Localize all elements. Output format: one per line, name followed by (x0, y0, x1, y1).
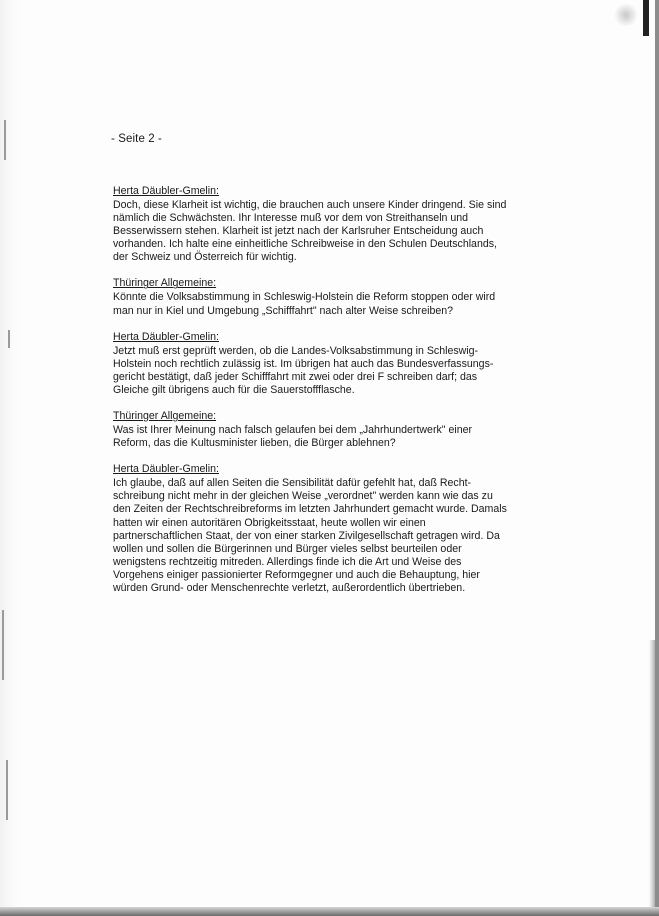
text-line: Doch, diese Klarheit ist wichtig, die brauchen auch unsere Kinder dringend. Sie sind (113, 199, 507, 211)
answer-text (113, 199, 533, 264)
text-line: würden Grund- oder Menschenrechte verletzt, außerordentlich übertrieben. (113, 581, 466, 594)
scan-speck (8, 330, 10, 348)
scan-speck (6, 760, 8, 820)
question-block (113, 273, 533, 317)
scan-speck (2, 610, 4, 680)
text-line: Holstein noch rechtlich zulässig ist. Im übrigen hat auch das Bundesverfassungs- (113, 357, 494, 370)
text-line: schreibung nicht mehr in der gleichen Weise „verordnet" werden kann wie das zu (113, 490, 493, 503)
scan-bottom-edge (0, 907, 659, 916)
speaker-label: Herta Däubler-Gmelin: (113, 185, 219, 197)
text-line: Könnte die Volksabstimmung in Schleswig-Holstein die Reform stoppen oder wird (113, 291, 496, 304)
text-line: gericht bestätigt, daß jeder Schifffahrt mit zwei oder drei F schreiben darf; das (113, 370, 478, 383)
text-line: den Zeiten der Rechtschreibreforms im letzten Jahrhundert gemacht wurde. Damals (113, 503, 507, 516)
speaker-label: Herta Däubler-Gmelin: (113, 330, 219, 343)
text-line: nämlich die Schwächsten. Ihr Interesse muß vor dem von Streithanseln und (113, 212, 469, 225)
text-line: Gleiche gilt übrigens auch für die Sauerstoffflasche. (113, 383, 355, 396)
page-number: - Seite 2 - (111, 133, 162, 145)
answer-text (113, 345, 533, 397)
text-line: man nur in Kiel und Umgebung „Schifffahrt" nach alter Weise schreiben? (113, 304, 454, 317)
text-line: wenigstens rechtzeitig mitreden. Allerdings finde ich die Art und Weise des (113, 555, 462, 568)
interview-text (113, 181, 533, 604)
text-line: Reform, das die Kultusminister lieben, die Bürger ablehnen? (113, 437, 396, 450)
question-text (113, 424, 533, 450)
text-line: Ich glaube, daß auf allen Seiten die Sensibilität dafür gefehlt hat, daß Recht- (113, 477, 472, 490)
text-line: hatten wir einen autoritären Obrigkeitsstaat, heute wollen wir einen (113, 516, 426, 529)
speaker-label: Herta Däubler-Gmelin: (113, 463, 219, 476)
text-line: Was ist Ihrer Meinung nach falsch gelaufen bei dem „Jahrhundertwerk" einer (113, 424, 473, 437)
answer-block (113, 459, 533, 595)
text-line: vorhanden. Ich halte eine einheitliche Schreibweise in den Schulen Deutschlands, (113, 238, 497, 251)
scan-right-shadow (649, 640, 655, 910)
scan-smudge (613, 4, 639, 26)
text-line: Vorgehens einiger passionierter Reformgegner und auch die Behauptung, hier (113, 568, 480, 581)
answer-block (113, 181, 533, 264)
answer-text (113, 477, 533, 595)
speaker-label: Thüringer Allgemeine: (113, 277, 217, 290)
scan-right-edge (655, 0, 659, 916)
text-line: Besserwissern stehen. Klarheit ist jetzt nach der Karlsruher Entscheidung auch (113, 225, 484, 238)
text-line: der Schweiz und Österreich für wichtig. (113, 251, 297, 264)
answer-block (113, 327, 533, 397)
question-block (113, 406, 533, 450)
text-line: partnerschaftlichen Staat, der von einer starken Zivilgesellschaft getragen wird. Da (113, 529, 500, 542)
question-text (113, 291, 533, 317)
text-line: wollen und sollen die Bürgerinnen und Bürger vieles selbst beurteilen oder (113, 542, 462, 555)
scan-corner-mark (643, 0, 649, 36)
text-line: Jetzt muß erst geprüft werden, ob die Landes-Volksabstimmung in Schleswig- (113, 344, 479, 357)
scan-speck (4, 120, 6, 160)
speaker-label: Thüringer Allgemeine: (113, 410, 217, 423)
